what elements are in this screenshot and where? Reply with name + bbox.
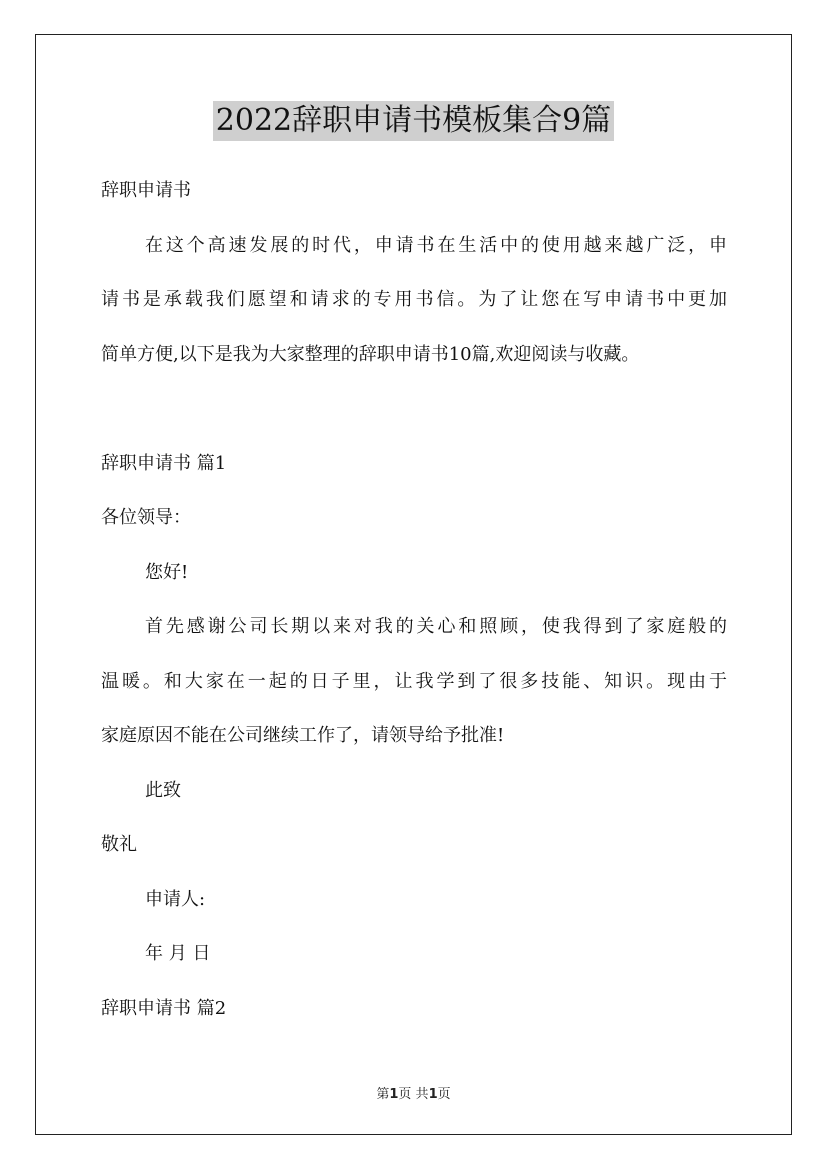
- section-heading: 辞职申请书 篇2: [101, 997, 227, 1019]
- document-body: [101, 164, 727, 1036]
- footer-page-total: 1: [428, 1087, 438, 1102]
- intro-heading: 辞职申请书: [101, 180, 191, 201]
- closing-line: 敬礼: [101, 834, 137, 855]
- body-paragraph-line: 家庭原因不能在公司继续工作了，请领导给予批准!: [101, 725, 505, 746]
- footer-prefix: 第: [376, 1087, 390, 1102]
- intro-paragraph-line: 简单方便,以下是我为大家整理的辞职申请书10篇,欢迎阅读与收藏。: [101, 343, 640, 365]
- title-container: [0, 101, 827, 141]
- intro-paragraph-line: 请书是承载我们愿望和请求的专用书信。为了让您在写申请书中更加: [101, 289, 727, 310]
- section-heading: 辞职申请书 篇1: [101, 452, 227, 474]
- applicant-line: 申请人:: [145, 888, 206, 910]
- date-line: 年 月 日: [145, 943, 211, 964]
- footer-suffix: 页: [437, 1087, 451, 1102]
- page-footer: [0, 1083, 827, 1102]
- closing-line: 此致: [145, 779, 181, 801]
- footer-middle: 页 共: [398, 1087, 429, 1102]
- body-paragraph-line: 首先感谢公司长期以来对我的关心和照顾，使我得到了家庭般的: [145, 616, 727, 637]
- salutation: 各位领导：: [101, 507, 191, 528]
- blank-line: [101, 382, 727, 437]
- document-title: 2022辞职申请书模板集合9篇: [213, 101, 614, 141]
- intro-paragraph-line: 在这个高速发展的时代，申请书在生活中的使用越来越广泛，申: [145, 234, 727, 256]
- footer-page-current: 1: [389, 1087, 399, 1102]
- greeting: 您好!: [145, 561, 189, 583]
- body-paragraph-line: 温暖。和大家在一起的日子里，让我学到了很多技能、知识。现由于: [101, 670, 727, 692]
